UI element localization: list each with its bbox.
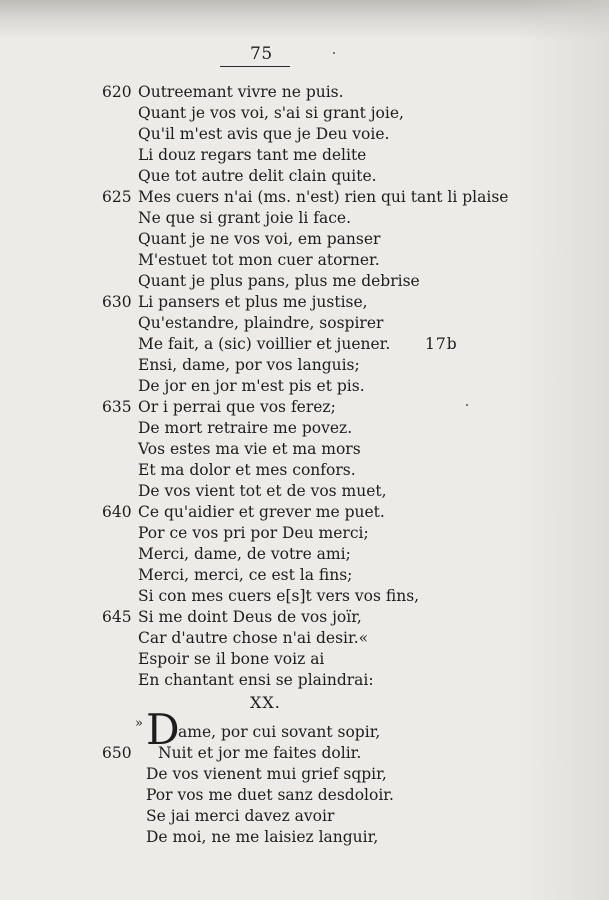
drop-cap-initial: D bbox=[146, 705, 180, 754]
page-number-rule bbox=[220, 66, 290, 67]
verse-number: 630 bbox=[102, 293, 132, 311]
verse-text: De mort retraire me povez. bbox=[138, 419, 353, 437]
verse-text: De jor en jor m'est pis et pis. bbox=[138, 377, 365, 395]
verse-number: 620 bbox=[102, 83, 132, 101]
verse-text: Merci, merci, ce est la fins; bbox=[138, 566, 353, 584]
verse-text: De vos vient tot et de vos muet, bbox=[138, 482, 387, 500]
verse-text: ame, por cui sovant sopir, bbox=[178, 723, 381, 741]
verse-text: Quant je plus pans, plus me debrise bbox=[138, 272, 420, 290]
verse-number: 645 bbox=[102, 608, 132, 626]
verse-number: 640 bbox=[102, 503, 132, 521]
verse-text: Quant je vos voi, s'ai si grant joie, bbox=[138, 104, 404, 122]
verse-text: Se jai merci davez avoir bbox=[146, 807, 335, 825]
verse-text: Mes cuers n'ai (ms. n'est) rien qui tant li plaise bbox=[138, 188, 509, 206]
verse-number: 650 bbox=[102, 744, 132, 762]
opening-quote-mark: » bbox=[135, 716, 143, 731]
verse-text: Espoir se il bone voiz ai bbox=[138, 650, 325, 668]
verse-text: Si me doint Deus de vos joïr, bbox=[138, 608, 362, 626]
folio-marker: 17b bbox=[425, 335, 458, 353]
verse-number: 625 bbox=[102, 188, 132, 206]
verse-text: Quant je ne vos voi, em panser bbox=[138, 230, 381, 248]
scan-speck bbox=[333, 52, 335, 54]
verse-text: Outreemant vivre ne puis. bbox=[138, 83, 344, 101]
scan-speck bbox=[466, 404, 468, 406]
verse-text: Car d'autre chose n'ai desir.« bbox=[138, 629, 369, 647]
scan-right-shadow bbox=[519, 0, 609, 900]
verse-text: Qu'il m'est avis que je Deu voie. bbox=[138, 125, 390, 143]
verse-text: De moi, ne me laisiez languir, bbox=[146, 828, 379, 846]
verse-text: Li pansers et plus me justise, bbox=[138, 293, 368, 311]
verse-text: Nuit et jor me faites dolir. bbox=[158, 744, 362, 762]
verse-text: Que tot autre delit clain quite. bbox=[138, 167, 377, 185]
section-heading: XX. bbox=[250, 693, 281, 712]
verse-text: Li douz regars tant me delite bbox=[138, 146, 367, 164]
verse-text: Me fait, a (sic) voillier et juener. bbox=[138, 335, 391, 353]
verse-text: Merci, dame, de votre ami; bbox=[138, 545, 351, 563]
verse-text: Or i perrai que vos ferez; bbox=[138, 398, 336, 416]
verse-text: Ne que si grant joie li face. bbox=[138, 209, 352, 227]
verse-text: Ce qu'aidier et grever me puet. bbox=[138, 503, 385, 521]
verse-text: De vos vienent mui grief sqpir, bbox=[146, 765, 387, 783]
verse-text: Por ce vos pri por Deu merci; bbox=[138, 524, 369, 542]
verse-text: En chantant ensi se plaindrai: bbox=[138, 671, 374, 689]
page-number: 75 bbox=[250, 44, 273, 64]
verse-text: Vos estes ma vie et ma mors bbox=[138, 440, 361, 458]
verse-text: Si con mes cuers e[s]t vers vos fins, bbox=[138, 587, 420, 605]
verse-text: Por vos me duet sanz desdoloir. bbox=[146, 786, 394, 804]
scan-top-shadow bbox=[0, 0, 609, 40]
verse-text: Ensi, dame, por vos languis; bbox=[138, 356, 360, 374]
verse-text: M'estuet tot mon cuer atorner. bbox=[138, 251, 380, 269]
verse-text: Qu'estandre, plaindre, sospirer bbox=[138, 314, 384, 332]
verse-text: Et ma dolor et mes confors. bbox=[138, 461, 356, 479]
verse-number: 635 bbox=[102, 398, 132, 416]
